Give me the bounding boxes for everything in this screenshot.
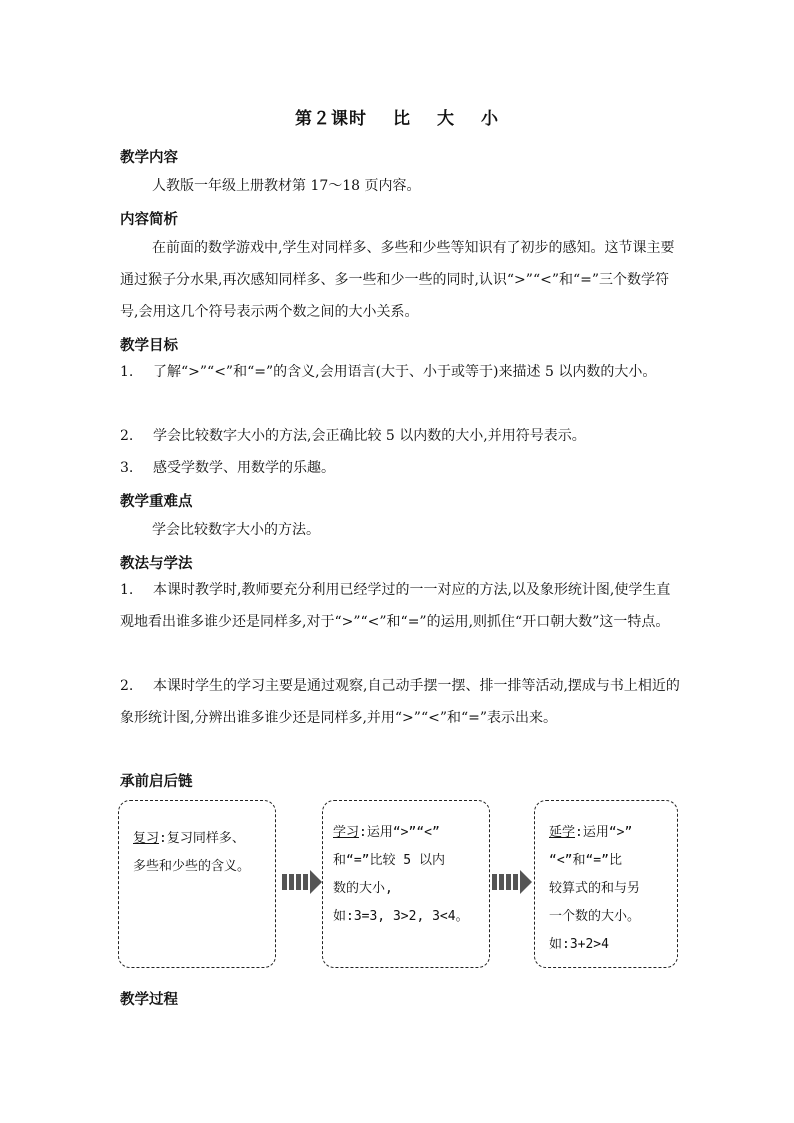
learn-line-3: 数的大小,	[333, 881, 393, 896]
method-text-1: 本课时教学时,教师要充分利用已经学过的一一对应的方法,以及象形统计图,使学生直观地看出谁多谁少还是同样多,对于“>”“<”和“=”的运用,则抓住“开口朝大数”这一特点。	[120, 582, 671, 630]
review-label: 复习	[133, 831, 160, 846]
goal-num-3: 3.	[120, 460, 134, 476]
chain-box-review	[118, 800, 276, 968]
extend-line-3: 较算式的和与另	[549, 881, 641, 896]
title-prefix: 第２课时	[295, 109, 367, 129]
goal-text-1: 了解“>”“<”和“=”的含义,会用语言(大于、小于或等于)来描述 5 以内数的大小。	[153, 364, 657, 380]
arrow-icon	[282, 870, 322, 894]
goal-text-3: 感受学数学、用数学的乐趣。	[153, 460, 335, 476]
method-text-2: 本课时学生的学习主要是通过观察,自己动手摆一摆、排一排等活动,摆成与书上相近的象形统计图,分辨出谁多谁少还是同样多,并用“>”“<”和“=”表示出来。	[120, 678, 680, 726]
title-char-3: 小	[481, 109, 499, 129]
learn-line-4: 如:3=3, 3>2, 3<4。	[333, 909, 469, 924]
goal-item-2	[120, 420, 680, 452]
content-text: 人教版一年级上册教材第 17～18 页内容。	[152, 178, 421, 194]
title-char-2: 大	[437, 109, 455, 129]
goal-num-1: 1.	[120, 364, 134, 380]
arrow-icon	[492, 870, 532, 894]
learn-label: 学习	[333, 825, 360, 840]
heading-content: 教学内容	[120, 150, 178, 166]
chain-box-extend	[534, 800, 678, 968]
extend-line-2: “<”和“=”比	[549, 853, 622, 868]
method-num-2: 2.	[120, 678, 134, 694]
extend-line-1: :运用“>”	[575, 825, 633, 840]
goal-item-3	[120, 452, 680, 484]
method-num-1: 1.	[120, 582, 134, 598]
heading-process: 教学过程	[120, 992, 178, 1008]
heading-methods: 教法与学法	[120, 556, 193, 572]
review-line-2: 多些和少些的含义。	[133, 859, 251, 874]
learn-line-2: 和“=”比较 5 以内	[333, 853, 445, 868]
extend-text	[549, 819, 640, 959]
review-line-1: :复习同样多、	[159, 831, 245, 846]
heading-key-points: 教学重难点	[120, 494, 193, 510]
method-item-2	[120, 670, 680, 734]
lesson-title	[0, 104, 794, 129]
key-points-text: 学会比较数字大小的方法。	[152, 522, 320, 538]
title-char-1: 比	[393, 109, 411, 129]
goal-num-2: 2.	[120, 428, 134, 444]
goal-item-1	[120, 356, 680, 388]
learn-text	[333, 819, 469, 931]
heading-goals: 教学目标	[120, 338, 178, 354]
learn-line-1: :运用“>”“<”	[359, 825, 440, 840]
extend-line-4: 一个数的大小。	[549, 909, 641, 924]
chain-box-learn	[322, 800, 490, 968]
extend-label: 延学	[549, 825, 576, 840]
goal-text-2: 学会比较数字大小的方法,会正确比较 5 以内数的大小,并用符号表示。	[153, 428, 586, 444]
review-text	[133, 825, 250, 881]
method-item-1	[120, 574, 680, 638]
heading-analysis: 内容简析	[120, 212, 178, 228]
analysis-text: 在前面的数学游戏中,学生对同样多、多些和少些等知识有了初步的感知。这节课主要通过猴子分水果,再次感知同样多、多一些和少一些的同时,认识“>”“<”和“=”三个数学符号,会用这几个符号表示两个数之间的大小关系。	[120, 240, 675, 320]
extend-line-5: 如:3+2>4	[549, 937, 609, 952]
heading-chain: 承前启后链	[120, 774, 193, 790]
